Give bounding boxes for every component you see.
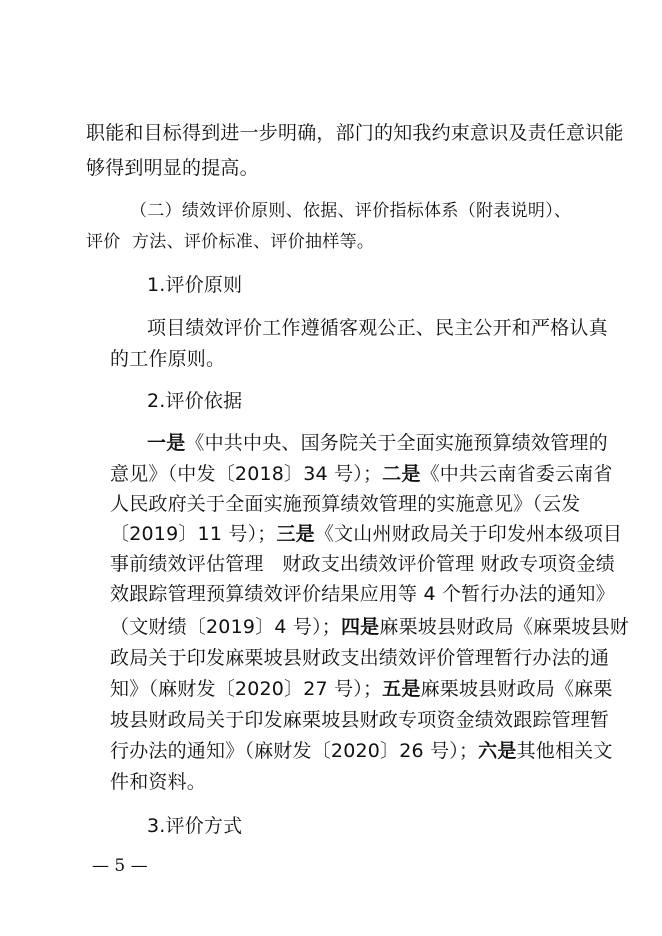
intro-line-2: 够得到明显的提高。 xyxy=(86,157,259,179)
section-2-heading-line-1: （二）绩效评价原则、依据、评价指标体系（附表说明）、 xyxy=(130,201,572,221)
item-1-paragraph-line-2: 的工作原则。 xyxy=(110,348,226,370)
item-3-heading: 3.评价方式 xyxy=(147,815,243,837)
basis-line-8: 政局关于印发麻栗坡县财政支出绩效评价管理暂行办法的通 xyxy=(110,647,610,669)
basis-line-9: 知》（麻财发〔2020〕27 号）；五是麻栗坡县财政局《麻栗 xyxy=(110,678,613,700)
page-number: — 5 — xyxy=(92,856,148,876)
keyword-third: 三是 xyxy=(276,523,315,545)
item-2-heading: 2.评价依据 xyxy=(147,390,243,412)
keyword-sixth: 六是 xyxy=(478,740,517,762)
basis-line-5: 事前绩效评估管理 财政支出绩效评价管理 财政专项资金绩 xyxy=(110,553,615,575)
basis-line-4: 〔2019〕11 号）；三是《文山州财政局关于印发州本级项目 xyxy=(110,523,623,545)
keyword-second: 二是 xyxy=(382,463,421,485)
basis-line-6: 效跟踪管理预算绩效评价结果应用等 4 个暂行办法的通知》 xyxy=(110,583,615,605)
keyword-first: 一是 xyxy=(147,432,186,454)
basis-line-12: 件和资料。 xyxy=(110,771,207,793)
intro-line-1: 职能和目标得到进一步明确，部门的知我约束意识及责任意识能 xyxy=(86,122,624,144)
basis-line-1: 一是《中共中央、国务院关于全面实施预算绩效管理的 xyxy=(147,432,608,454)
basis-line-2: 意见》（中发〔2018〕34 号）；二是《中共云南省委云南省 xyxy=(110,463,613,485)
keyword-fourth: 四是 xyxy=(340,616,380,638)
item-1-heading: 1.评价原则 xyxy=(147,274,243,296)
basis-line-7: （文财绩〔2019〕4 号）；四是麻栗坡县财政局《麻栗坡县财 xyxy=(110,616,629,638)
section-2-heading-line-2: 评价 方法、评价标准、评价抽样等。 xyxy=(86,232,375,252)
keyword-fifth: 五是 xyxy=(382,678,421,700)
basis-line-11: 行办法的通知》（麻财发〔2020〕26 号）；六是其他相关文 xyxy=(110,740,613,762)
basis-line-3: 人民政府关于全面实施预算绩效管理的实施意见》（云发 xyxy=(110,493,581,515)
basis-line-10: 坡县财政局关于印发麻栗坡县财政专项资金绩效跟踪管理暂 xyxy=(110,709,610,731)
item-1-paragraph-line-1: 项目绩效评价工作遵循客观公正、民主公开和严格认真 xyxy=(147,317,608,339)
